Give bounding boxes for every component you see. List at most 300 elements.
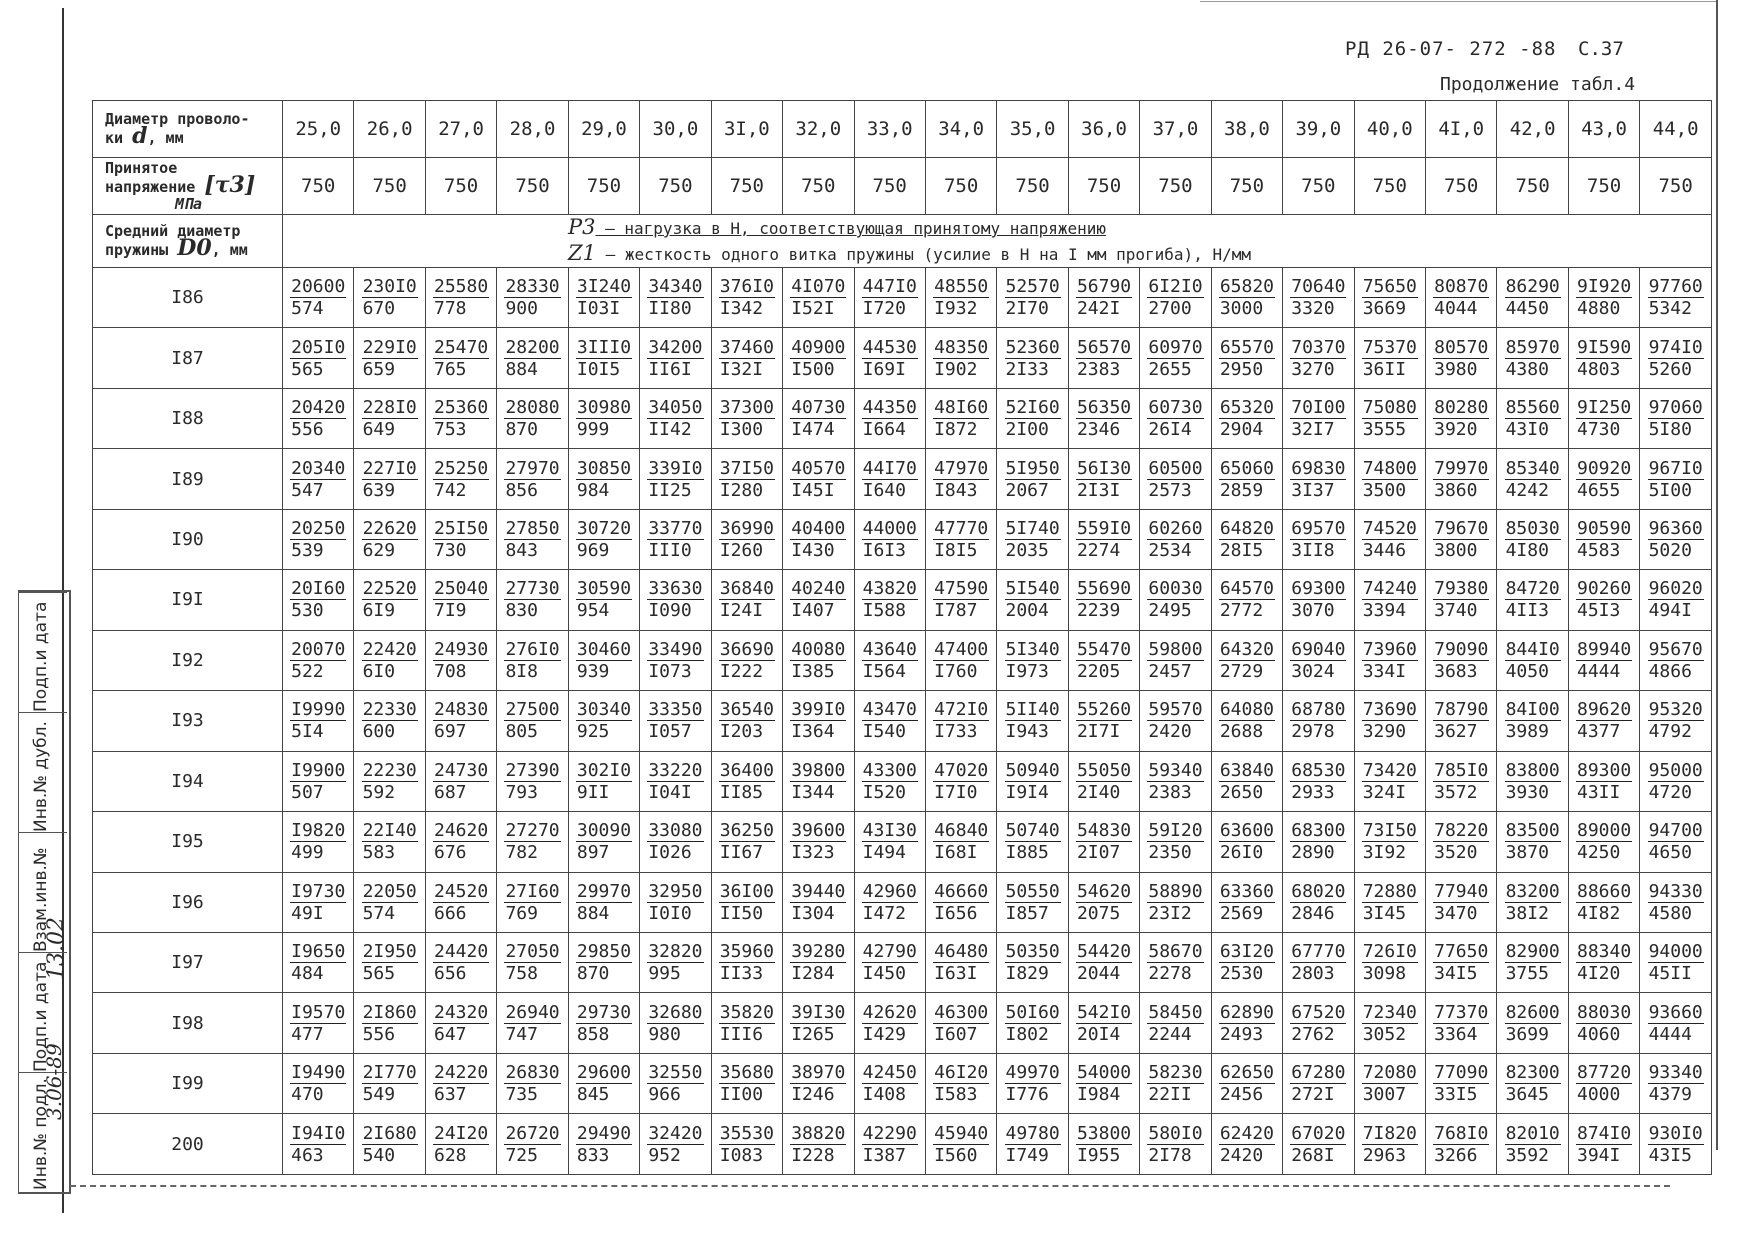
stiffness-value: 43I0 bbox=[1505, 419, 1549, 441]
load-value: 90590 bbox=[1577, 518, 1632, 540]
stiffness-value: 2I78 bbox=[1148, 1144, 1192, 1166]
load-stiffness-fraction bbox=[576, 397, 632, 440]
load-stiffness-fraction bbox=[504, 881, 560, 924]
value-cell bbox=[925, 751, 996, 811]
load-value: 44350 bbox=[862, 397, 917, 419]
value-cell bbox=[1568, 872, 1639, 932]
table-row bbox=[93, 1114, 1712, 1175]
value-cell bbox=[711, 449, 782, 509]
load-value: 205I0 bbox=[291, 336, 346, 358]
load-value: 93660 bbox=[1648, 1001, 1703, 1023]
stiffness-value: 735 bbox=[505, 1084, 538, 1106]
load-value: 3I240 bbox=[576, 276, 632, 298]
load-value: 43I30 bbox=[862, 820, 917, 842]
load-stiffness-fraction bbox=[433, 639, 489, 682]
load-stiffness-fraction bbox=[933, 1062, 989, 1105]
value-cell bbox=[1354, 1053, 1425, 1113]
value-cell bbox=[354, 932, 425, 992]
load-stiffness-fraction bbox=[1147, 458, 1203, 501]
value-cell bbox=[854, 570, 925, 630]
load-value: 30090 bbox=[576, 820, 632, 842]
stiffness-value: 494I bbox=[1648, 600, 1692, 622]
stiffness-value: I300 bbox=[719, 419, 764, 441]
stiffness-value: 656 bbox=[434, 963, 467, 985]
wire-diameter-cell: 33,0 bbox=[854, 101, 925, 158]
value-cell bbox=[1140, 993, 1211, 1053]
stiffness-value: 565 bbox=[291, 358, 324, 380]
load-stiffness-fraction bbox=[933, 276, 989, 319]
load-value: 5I340 bbox=[1005, 638, 1060, 660]
load-value: 33630 bbox=[648, 578, 703, 600]
stiffness-value: 4444 bbox=[1648, 1023, 1692, 1045]
load-value: 69040 bbox=[1291, 638, 1346, 660]
load-stiffness-fraction bbox=[1147, 820, 1203, 863]
load-stiffness-fraction bbox=[790, 458, 846, 501]
value-cell bbox=[711, 1053, 782, 1113]
stiffness-value: III6 bbox=[719, 1023, 764, 1045]
stiffness-value: 9II bbox=[576, 781, 610, 803]
stiffness-value: I720 bbox=[862, 298, 906, 320]
stiffness-value: 4050 bbox=[1505, 660, 1549, 682]
load-value: 9I250 bbox=[1577, 397, 1632, 419]
value-cell bbox=[1140, 1114, 1211, 1175]
load-value: 82900 bbox=[1505, 941, 1560, 963]
stiffness-value: 2278 bbox=[1148, 963, 1192, 985]
value-cell bbox=[283, 932, 354, 992]
load-stiffness-fraction bbox=[1005, 276, 1061, 319]
load-stiffness-fraction bbox=[862, 458, 918, 501]
stiffness-value: I902 bbox=[934, 358, 978, 380]
mean-diameter-cell: I86 bbox=[93, 268, 283, 328]
stiffness-value: 3052 bbox=[1362, 1023, 1407, 1045]
load-stiffness-fraction bbox=[1505, 1002, 1561, 1045]
value-cell bbox=[925, 268, 996, 328]
load-value: 89000 bbox=[1577, 820, 1632, 842]
value-cell bbox=[1640, 509, 1712, 569]
load-stiffness-fraction bbox=[433, 699, 489, 742]
value-cell bbox=[1640, 268, 1712, 328]
value-cell bbox=[1140, 570, 1211, 630]
stiffness-value: 4880 bbox=[1577, 298, 1621, 320]
load-stiffness-fraction bbox=[1648, 1123, 1704, 1166]
stiffness-value: 45I3 bbox=[1577, 600, 1621, 622]
value-cell bbox=[425, 993, 496, 1053]
value-cell bbox=[1426, 1114, 1497, 1175]
value-cell bbox=[568, 268, 639, 328]
load-value: 37300 bbox=[719, 397, 774, 419]
load-value: 95000 bbox=[1648, 759, 1703, 781]
load-stiffness-fraction bbox=[1005, 397, 1061, 440]
load-value: 80570 bbox=[1434, 336, 1489, 358]
load-value: 63600 bbox=[1219, 820, 1274, 842]
value-cell bbox=[1068, 691, 1139, 751]
stiffness-value: 4I20 bbox=[1577, 963, 1621, 985]
stress-cell: 750 bbox=[568, 158, 639, 215]
load-stiffness-fraction bbox=[1505, 397, 1561, 440]
load-stiffness-fraction bbox=[290, 397, 346, 440]
mean-diameter-cell: I9I bbox=[93, 570, 283, 630]
value-cell bbox=[1211, 751, 1282, 811]
stiffness-value: 856 bbox=[505, 479, 538, 501]
stiffness-value: 2239 bbox=[1076, 600, 1121, 622]
load-stiffness-fraction bbox=[290, 1123, 346, 1166]
load-stiffness-fraction bbox=[1576, 941, 1632, 984]
load-stiffness-fraction bbox=[1005, 881, 1061, 924]
value-cell bbox=[997, 993, 1068, 1053]
load-value: 6I2I0 bbox=[1148, 276, 1203, 298]
value-cell bbox=[1640, 812, 1712, 872]
load-stiffness-fraction bbox=[647, 276, 703, 319]
load-value: 25I50 bbox=[434, 518, 489, 540]
value-cell bbox=[925, 993, 996, 1053]
load-value: 2I770 bbox=[362, 1062, 417, 1084]
value-cell bbox=[1140, 691, 1211, 751]
value-cell bbox=[711, 691, 782, 751]
load-stiffness-fraction bbox=[290, 337, 346, 380]
stiffness-value: 592 bbox=[362, 781, 396, 803]
value-cell bbox=[711, 1114, 782, 1175]
stiffness-value: I749 bbox=[1005, 1144, 1049, 1166]
load-value: 45940 bbox=[934, 1122, 989, 1144]
stiffness-value: 2420 bbox=[1219, 1144, 1264, 1166]
load-stiffness-fraction bbox=[1648, 699, 1704, 742]
value-cell bbox=[1426, 1053, 1497, 1113]
stiffness-value: I973 bbox=[1005, 660, 1049, 682]
stress-row bbox=[93, 158, 1712, 215]
load-stiffness-fraction bbox=[504, 1123, 560, 1166]
value-cell bbox=[640, 691, 711, 751]
load-value: 62650 bbox=[1219, 1062, 1274, 1084]
load-value: 542I0 bbox=[1076, 1001, 1132, 1023]
load-value: 68530 bbox=[1291, 759, 1346, 781]
mean-diameter-cell: I88 bbox=[93, 388, 283, 448]
stiffness-value: I664 bbox=[862, 419, 906, 441]
load-value: 47400 bbox=[934, 638, 989, 660]
load-value: 60500 bbox=[1148, 457, 1203, 479]
load-stiffness-fraction bbox=[1219, 699, 1275, 742]
stiffness-value: I073 bbox=[648, 660, 692, 682]
load-value: 90260 bbox=[1577, 578, 1632, 600]
load-stiffness-fraction bbox=[1005, 639, 1061, 682]
load-value: 39280 bbox=[791, 941, 846, 963]
stiffness-value: 758 bbox=[505, 963, 538, 985]
load-stiffness-fraction bbox=[933, 1123, 989, 1166]
stiffness-value: 26I4 bbox=[1148, 419, 1192, 441]
stiffness-value: 2534 bbox=[1148, 540, 1192, 562]
value-cell bbox=[1211, 1053, 1282, 1113]
load-stiffness-fraction bbox=[1505, 760, 1561, 803]
stiffness-value: I560 bbox=[934, 1144, 978, 1166]
load-stiffness-fraction bbox=[1576, 397, 1632, 440]
stiffness-value: I385 bbox=[791, 660, 835, 682]
stiffness-value: 845 bbox=[576, 1084, 610, 1106]
load-stiffness-fraction bbox=[1005, 337, 1061, 380]
load-stiffness-fraction bbox=[576, 820, 632, 863]
load-stiffness-fraction bbox=[1576, 1062, 1632, 1105]
load-value: 43470 bbox=[862, 699, 917, 721]
stiffness-value: I203 bbox=[719, 721, 764, 743]
load-stiffness-fraction bbox=[1005, 941, 1061, 984]
value-cell bbox=[1497, 932, 1568, 992]
load-stiffness-fraction bbox=[1362, 639, 1418, 682]
load-stiffness-fraction bbox=[1576, 1123, 1632, 1166]
value-cell bbox=[354, 449, 425, 509]
load-value: 28200 bbox=[505, 336, 560, 358]
load-stiffness-fraction bbox=[504, 518, 560, 561]
load-value: 559I0 bbox=[1076, 518, 1132, 540]
load-value: 22620 bbox=[362, 518, 417, 540]
load-stiffness-fraction bbox=[933, 578, 989, 621]
load-value: 30720 bbox=[576, 518, 632, 540]
load-stiffness-fraction bbox=[1433, 1123, 1489, 1166]
load-value: 399I0 bbox=[791, 699, 846, 721]
load-stiffness-fraction bbox=[504, 276, 560, 319]
load-stiffness-fraction bbox=[933, 941, 989, 984]
load-stiffness-fraction bbox=[1576, 578, 1632, 621]
load-stiffness-fraction bbox=[1005, 760, 1061, 803]
stiffness-value: 3500 bbox=[1362, 479, 1407, 501]
value-cell bbox=[1068, 993, 1139, 1053]
load-stiffness-fraction bbox=[1648, 639, 1704, 682]
load-stiffness-fraction bbox=[1219, 820, 1275, 863]
legend-stiffness: Z1 – жесткость одного витка пружины (усилие в Н на I мм прогиба), Н/мм bbox=[568, 241, 1251, 265]
stiffness-value: I9I4 bbox=[1005, 781, 1049, 803]
load-stiffness-fraction bbox=[1576, 518, 1632, 561]
stiffness-value: 3555 bbox=[1362, 419, 1407, 441]
load-stiffness-fraction bbox=[290, 276, 346, 319]
value-cell bbox=[997, 630, 1068, 690]
load-value: 85340 bbox=[1505, 457, 1560, 479]
value-cell bbox=[1640, 872, 1712, 932]
value-cell bbox=[1354, 630, 1425, 690]
load-value: I9490 bbox=[291, 1062, 346, 1084]
stiffness-value: I083 bbox=[719, 1144, 764, 1166]
stiffness-value: 3I45 bbox=[1362, 902, 1407, 924]
stiffness-value: 2I70 bbox=[1005, 298, 1049, 320]
load-stiffness-fraction bbox=[1505, 699, 1561, 742]
stiffness-value: 833 bbox=[576, 1144, 610, 1166]
load-stiffness-fraction bbox=[1505, 1123, 1561, 1166]
load-value: 36540 bbox=[719, 699, 774, 721]
load-value: 94000 bbox=[1648, 941, 1703, 963]
stiffness-value: 3800 bbox=[1434, 540, 1478, 562]
load-stiffness-fraction bbox=[862, 699, 918, 742]
stress-cell: 750 bbox=[1354, 158, 1425, 215]
value-cell bbox=[1140, 388, 1211, 448]
stiffness-value: II33 bbox=[719, 963, 764, 985]
stiffness-value: I057 bbox=[648, 721, 692, 743]
stiffness-value: II67 bbox=[719, 842, 764, 864]
load-value: 4I070 bbox=[791, 276, 846, 298]
value-cell bbox=[354, 1053, 425, 1113]
table-row bbox=[93, 388, 1712, 448]
value-cell bbox=[1068, 388, 1139, 448]
stiffness-value: I246 bbox=[791, 1084, 835, 1106]
value-cell bbox=[783, 1053, 854, 1113]
stiffness-value: 2I3I bbox=[1076, 479, 1121, 501]
value-cell bbox=[783, 268, 854, 328]
stiffness-value: I607 bbox=[934, 1023, 978, 1045]
load-value: 89300 bbox=[1577, 759, 1632, 781]
load-value: 9I590 bbox=[1577, 336, 1632, 358]
load-value: 79380 bbox=[1434, 578, 1489, 600]
load-value: 35960 bbox=[719, 941, 774, 963]
load-stiffness-fraction bbox=[504, 397, 560, 440]
load-value: 73I50 bbox=[1362, 820, 1417, 842]
load-stiffness-fraction bbox=[1219, 276, 1275, 319]
value-cell bbox=[854, 872, 925, 932]
load-value: 20I60 bbox=[291, 578, 346, 600]
mean-diameter-cell: I97 bbox=[93, 932, 283, 992]
load-stiffness-fraction bbox=[1433, 699, 1489, 742]
value-cell bbox=[283, 1053, 354, 1113]
value-cell bbox=[997, 328, 1068, 388]
stress-cell: 750 bbox=[1568, 158, 1639, 215]
load-stiffness-fraction bbox=[1076, 337, 1132, 380]
load-stiffness-fraction bbox=[1076, 1002, 1132, 1045]
value-cell bbox=[1568, 328, 1639, 388]
load-stiffness-fraction bbox=[647, 337, 703, 380]
load-stiffness-fraction bbox=[1076, 881, 1132, 924]
stiffness-value: 2890 bbox=[1291, 842, 1335, 864]
value-cell bbox=[1068, 509, 1139, 569]
load-value: 82300 bbox=[1505, 1062, 1560, 1084]
load-stiffness-fraction bbox=[862, 1002, 918, 1045]
load-value: 26720 bbox=[505, 1122, 560, 1144]
load-value: 97060 bbox=[1648, 397, 1703, 419]
value-cell bbox=[1640, 751, 1712, 811]
stiffness-value: I429 bbox=[862, 1023, 906, 1045]
wire-diameter-cell: 30,0 bbox=[640, 101, 711, 158]
wire-diameter-cell: 44,0 bbox=[1640, 101, 1712, 158]
stiffness-value: 3000 bbox=[1219, 298, 1264, 320]
stiffness-value: 3270 bbox=[1291, 358, 1335, 380]
load-value: 77090 bbox=[1434, 1062, 1489, 1084]
value-cell bbox=[783, 328, 854, 388]
value-cell bbox=[854, 328, 925, 388]
value-cell bbox=[854, 509, 925, 569]
load-stiffness-fraction bbox=[862, 1062, 918, 1105]
value-cell bbox=[1568, 751, 1639, 811]
value-cell bbox=[425, 932, 496, 992]
load-stiffness-fraction bbox=[647, 578, 703, 621]
stress-cell: 750 bbox=[497, 158, 568, 215]
legend-load: P3 – нагрузка в Н, соответствующая принятому напряжению bbox=[568, 215, 1107, 239]
load-stiffness-fraction bbox=[1648, 458, 1704, 501]
value-cell bbox=[1283, 932, 1354, 992]
stiffness-value: I0I5 bbox=[576, 358, 621, 380]
value-cell bbox=[1640, 1114, 1712, 1175]
load-value: 27850 bbox=[505, 518, 560, 540]
load-stiffness-fraction bbox=[1219, 639, 1275, 682]
page-top-edge bbox=[1200, 1, 1718, 2]
stamp-sign-date: Подп.и дата bbox=[31, 961, 51, 1072]
stiffness-value: 3024 bbox=[1291, 660, 1335, 682]
load-value: 22420 bbox=[362, 638, 417, 660]
value-cell bbox=[1426, 328, 1497, 388]
load-stiffness-fraction bbox=[1433, 881, 1489, 924]
stress-cell: 750 bbox=[354, 158, 425, 215]
load-value: 62420 bbox=[1219, 1122, 1274, 1144]
load-value: 26940 bbox=[505, 1001, 560, 1023]
stiffness-value: 394I bbox=[1577, 1144, 1621, 1166]
load-stiffness-fraction bbox=[362, 458, 418, 501]
stiffness-value: 2004 bbox=[1005, 600, 1049, 622]
load-value: 24320 bbox=[434, 1001, 489, 1023]
stiffness-value: 4650 bbox=[1648, 842, 1692, 864]
load-value: 85030 bbox=[1505, 518, 1560, 540]
value-cell bbox=[283, 509, 354, 569]
load-value: 229I0 bbox=[362, 336, 417, 358]
stiffness-value: 637 bbox=[434, 1084, 467, 1106]
value-cell bbox=[1068, 932, 1139, 992]
load-value: 78220 bbox=[1434, 820, 1489, 842]
value-cell bbox=[1140, 932, 1211, 992]
stiffness-value: 2I33 bbox=[1005, 358, 1049, 380]
value-cell bbox=[997, 751, 1068, 811]
load-stiffness-fraction bbox=[1219, 458, 1275, 501]
load-value: 40240 bbox=[791, 578, 846, 600]
load-value: 40730 bbox=[791, 397, 846, 419]
stiffness-value: 5342 bbox=[1648, 298, 1692, 320]
stiffness-value: 20I4 bbox=[1076, 1023, 1121, 1045]
load-stiffness-fraction bbox=[1505, 639, 1561, 682]
value-cell bbox=[783, 993, 854, 1053]
wire-diameter-cell: 37,0 bbox=[1140, 101, 1211, 158]
load-value: 46I20 bbox=[934, 1062, 989, 1084]
load-stiffness-fraction bbox=[1076, 760, 1132, 803]
load-value: 9I920 bbox=[1577, 276, 1632, 298]
load-value: 20250 bbox=[291, 518, 346, 540]
stiffness-value: 477 bbox=[291, 1023, 324, 1045]
value-cell bbox=[1426, 993, 1497, 1053]
load-stiffness-fraction bbox=[1147, 881, 1203, 924]
load-stiffness-fraction bbox=[290, 699, 346, 742]
value-cell bbox=[997, 812, 1068, 872]
stiffness-value: 2035 bbox=[1005, 540, 1049, 562]
stiffness-value: 23I2 bbox=[1148, 902, 1192, 924]
value-cell bbox=[1283, 993, 1354, 1053]
stiffness-value: I494 bbox=[862, 842, 906, 864]
load-stiffness-fraction bbox=[1290, 276, 1346, 319]
load-stiffness-fraction bbox=[1362, 820, 1418, 863]
stiffness-value: 999 bbox=[576, 419, 610, 441]
stiffness-value: 242I bbox=[1076, 298, 1121, 320]
load-value: 27970 bbox=[505, 457, 560, 479]
value-cell bbox=[711, 509, 782, 569]
stiffness-value: I228 bbox=[791, 1144, 835, 1166]
value-cell bbox=[1640, 993, 1712, 1053]
stiffness-value: III0 bbox=[648, 540, 692, 562]
load-value: 874I0 bbox=[1577, 1122, 1632, 1144]
value-cell bbox=[283, 872, 354, 932]
load-stiffness-fraction bbox=[647, 699, 703, 742]
load-value: 63360 bbox=[1219, 880, 1274, 902]
load-stiffness-fraction bbox=[362, 1123, 418, 1166]
load-stiffness-fraction bbox=[1147, 941, 1203, 984]
load-value: 44530 bbox=[862, 336, 917, 358]
stiffness-value: 870 bbox=[576, 963, 610, 985]
stiffness-value: 858 bbox=[576, 1023, 610, 1045]
load-stiffness-fraction bbox=[362, 276, 418, 319]
load-value: 36990 bbox=[719, 518, 774, 540]
load-stiffness-fraction bbox=[1648, 881, 1704, 924]
load-value: 94330 bbox=[1648, 880, 1703, 902]
load-value: 930I0 bbox=[1648, 1122, 1703, 1144]
value-cell bbox=[711, 812, 782, 872]
stiffness-value: 45II bbox=[1648, 963, 1692, 985]
load-stiffness-fraction bbox=[1147, 699, 1203, 742]
